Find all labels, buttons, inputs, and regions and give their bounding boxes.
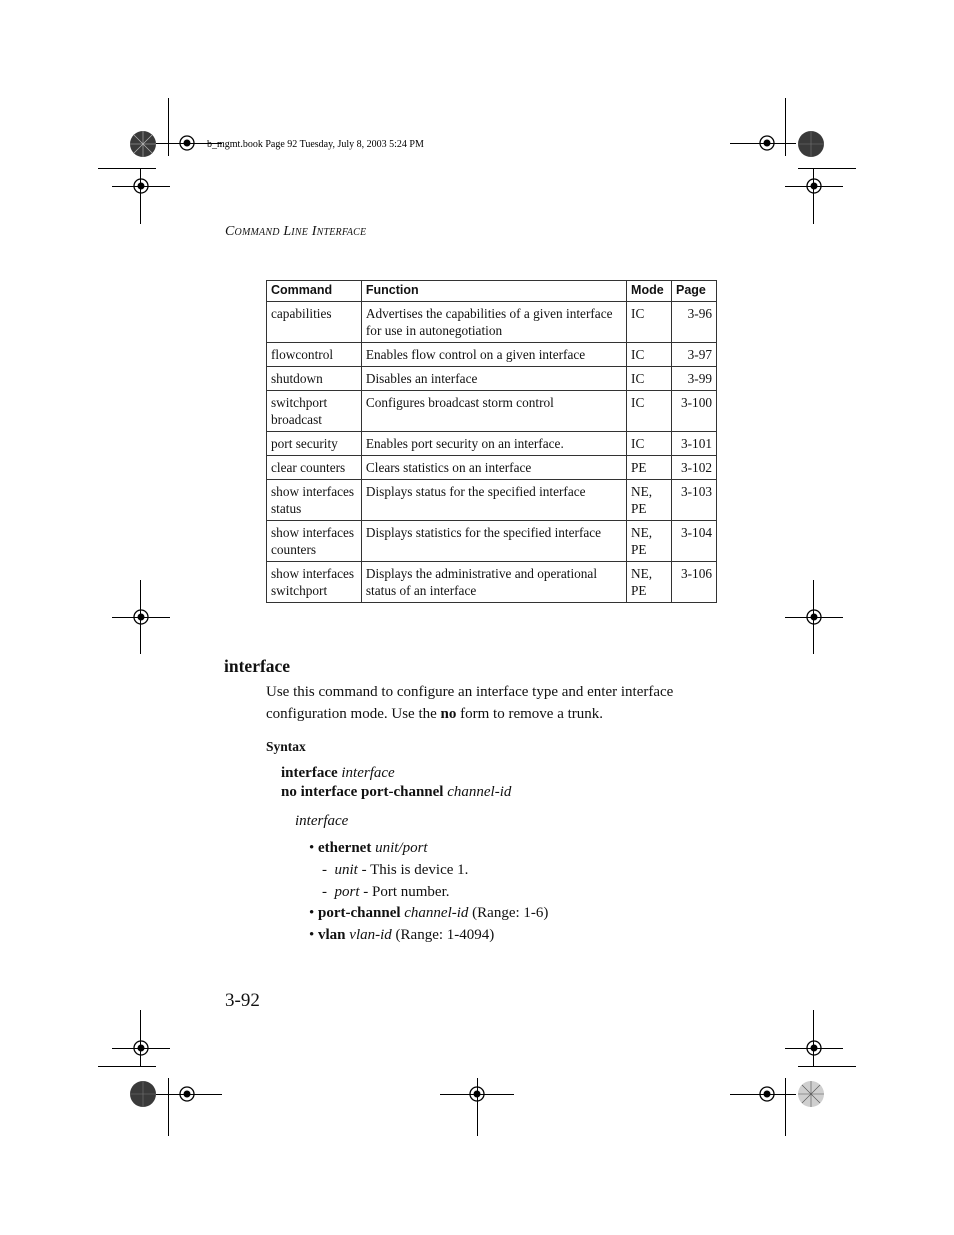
table-row [267, 367, 717, 391]
section-title: interface [224, 656, 291, 676]
page-cell: 3-103 [672, 480, 717, 521]
color-bar-disc-icon [797, 1080, 825, 1108]
registration-target-icon [176, 132, 198, 154]
registration-target-icon [176, 1083, 198, 1105]
function-cell: Enables flow control on a given interface [361, 343, 626, 367]
command-cell: shutdown [267, 367, 362, 391]
function-cell: Displays status for the specified interface [361, 480, 626, 521]
table-row [267, 456, 717, 480]
command-cell: flowcontrol [267, 343, 362, 367]
page-cell: 3-100 [672, 391, 717, 432]
syntax-command: interface [281, 765, 338, 781]
syntax-argument: channel-id [447, 784, 512, 800]
description-text: Use this command to configure an interface type and enter interface configuration mode. Use the [266, 684, 674, 722]
column-header-command: Command [267, 281, 362, 302]
mode-cell: IC [627, 367, 672, 391]
page-number: 3-92 [225, 990, 260, 1011]
mode-cell: NE, PE [627, 480, 672, 521]
mode-cell: IC [627, 432, 672, 456]
book-header-line: b_mgmt.book Page 92 Tuesday, July 8, 2003 5:24 PM [207, 139, 424, 150]
registration-target-icon [803, 1037, 825, 1059]
function-cell: Displays statistics for the specified interface [361, 521, 626, 562]
table-header-row [267, 281, 717, 302]
color-bar-disc-icon [797, 130, 825, 158]
bullet-command: port-channel [318, 905, 401, 921]
table-row [267, 480, 717, 521]
command-cell: show interfaces counters [267, 521, 362, 562]
section-description [266, 682, 726, 725]
table-row [267, 302, 717, 343]
bullet-range: (Range: 1-4094) [391, 927, 495, 943]
registration-target-icon [130, 606, 152, 628]
sub-argument: port [334, 884, 360, 900]
page-cell: 3-101 [672, 432, 717, 456]
list-item: - port - Port number. [322, 884, 450, 900]
syntax-argument: interface [341, 765, 395, 781]
parameter-name [295, 813, 348, 830]
mode-cell: IC [627, 343, 672, 367]
running-head: Command Line Interface [225, 224, 367, 239]
bullet-command: ethernet [318, 840, 372, 856]
table-row [267, 343, 717, 367]
color-bar-disc-icon [129, 130, 157, 158]
list-item: • port-channel channel-id (Range: 1-6) [309, 905, 549, 921]
function-cell: Clears statistics on an interface [361, 456, 626, 480]
function-cell: Enables port security on an interface. [361, 432, 626, 456]
page-cell: 3-104 [672, 521, 717, 562]
table-row [267, 391, 717, 432]
registration-target-icon [803, 175, 825, 197]
command-cell: port security [267, 432, 362, 456]
list-item: • vlan vlan-id (Range: 1-4094) [309, 927, 495, 943]
parameter-name-text: interface [295, 813, 349, 829]
registration-target-icon [803, 606, 825, 628]
description-text-end: form to remove a trunk. [456, 705, 604, 722]
column-header-page: Page [672, 281, 717, 302]
mode-cell: PE [627, 456, 672, 480]
bullet-argument: channel-id [404, 905, 469, 921]
description-bold-no: no [440, 705, 457, 722]
registration-target-icon [756, 132, 778, 154]
bullet-command: vlan [318, 927, 346, 943]
function-cell: Advertises the capabilities of a given interface for use in autonegotiation [361, 302, 626, 343]
syntax-heading: Syntax [266, 739, 306, 754]
registration-target-icon [466, 1083, 488, 1105]
registration-target-icon [130, 175, 152, 197]
table-row [267, 521, 717, 562]
mode-cell: NE, PE [627, 521, 672, 562]
mode-cell: IC [627, 302, 672, 343]
registration-target-icon [130, 1037, 152, 1059]
syntax-line-2 [281, 784, 511, 801]
mode-cell: IC [627, 391, 672, 432]
syntax-line-1 [281, 765, 395, 782]
page-cell: 3-97 [672, 343, 717, 367]
command-cell: clear counters [267, 456, 362, 480]
command-cell: capabilities [267, 302, 362, 343]
sub-text: - This is device 1. [357, 862, 469, 878]
table-row [267, 432, 717, 456]
command-table [266, 280, 717, 603]
syntax-command: no interface port-channel [281, 784, 444, 800]
function-cell: Displays the administrative and operational status of an interface [361, 562, 626, 603]
list-item: • ethernet unit/port [309, 840, 428, 856]
command-cell: show interfaces status [267, 480, 362, 521]
page-cell: 3-96 [672, 302, 717, 343]
bullet-argument: vlan-id [349, 927, 392, 943]
color-bar-disc-icon [129, 1080, 157, 1108]
column-header-function: Function [361, 281, 626, 302]
column-header-mode: Mode [627, 281, 672, 302]
function-cell: Configures broadcast storm control [361, 391, 626, 432]
page-cell: 3-99 [672, 367, 717, 391]
mode-cell: NE, PE [627, 562, 672, 603]
bullet-range: (Range: 1-6) [468, 905, 549, 921]
registration-target-icon [756, 1083, 778, 1105]
bullet-argument: unit/port [375, 840, 428, 856]
page-cell: 3-106 [672, 562, 717, 603]
function-cell: Disables an interface [361, 367, 626, 391]
command-cell: switchport broadcast [267, 391, 362, 432]
list-item: - unit - This is device 1. [322, 862, 469, 878]
sub-argument: unit [334, 862, 358, 878]
table-row [267, 562, 717, 603]
command-cell: show interfaces switchport [267, 562, 362, 603]
sub-text: - Port number. [359, 884, 450, 900]
page-cell: 3-102 [672, 456, 717, 480]
